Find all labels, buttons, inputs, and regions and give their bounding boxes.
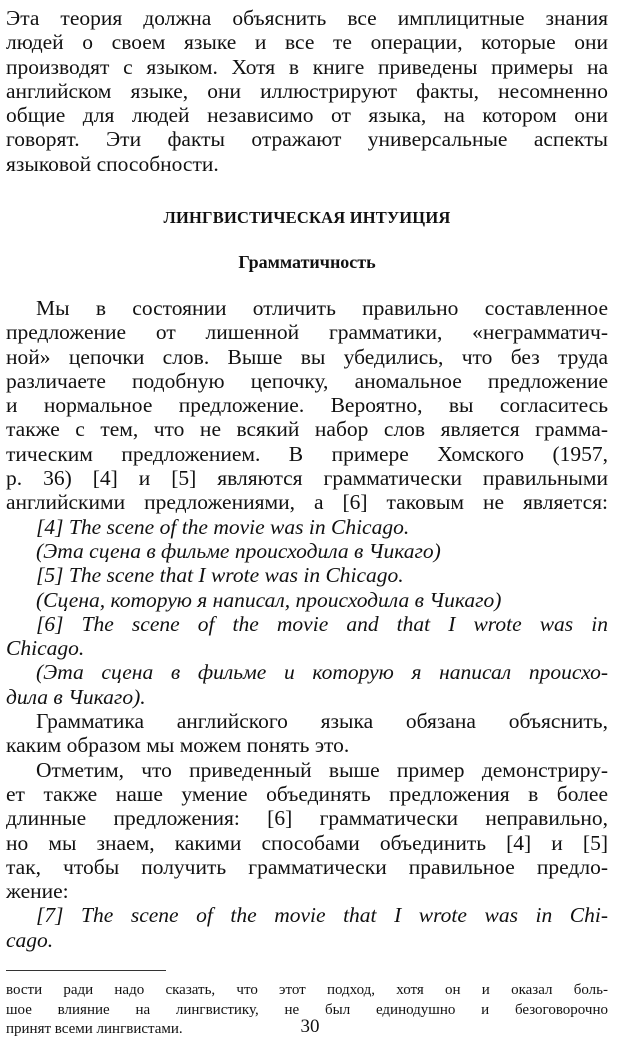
text-line: ет также наше умение объединять предложения в более bbox=[6, 781, 608, 806]
text-line: но мы знаем, какими способами объединить [4] и [5] bbox=[6, 830, 608, 855]
text-line: людей о своем языке и все те операции, которые они bbox=[6, 30, 608, 55]
text-line: Отметим, что приведенный выше пример демонстриру- bbox=[36, 757, 608, 782]
text-line: жение: bbox=[6, 879, 69, 904]
intro-paragraph bbox=[6, 6, 608, 176]
text-line: Эта теория должна объяснить все имплицитные знания bbox=[6, 6, 608, 30]
text-line: английскими предложениями, а [6] таковым не является: bbox=[6, 490, 608, 515]
text-line: различаете подобную цепочку, аномальное предложение bbox=[6, 368, 608, 393]
text-line: cago. bbox=[6, 927, 54, 952]
text-line: также с тем, что не всякий набор слов является грамма- bbox=[6, 417, 608, 442]
subsection-heading-block bbox=[6, 252, 608, 296]
text-line: (Эта сцена в фильме и которую я написал происхо- bbox=[36, 660, 608, 685]
text-line: (Сцена, которую я написал, происходила в Чикаго) bbox=[36, 587, 502, 612]
footnote-line: принят всеми лингвистами. bbox=[6, 1021, 183, 1038]
text-line: Chicago. bbox=[6, 636, 85, 661]
text-line: каким образом мы можем понять это. bbox=[6, 733, 350, 758]
text-line: так, чтобы получить грамматически правильное предло- bbox=[6, 854, 608, 879]
footnote-line: вости ради надо сказать, что этот подход, хотя он и оказал боль- bbox=[6, 982, 608, 999]
text-line: длинные предложения: [6] грамматически неправильно, bbox=[6, 806, 608, 831]
text-line: дила в Чикаго). bbox=[6, 684, 146, 709]
text-line: [7] The scene of the movie that I wrote was in Chi- bbox=[36, 903, 608, 928]
text-line: тическим предложением. В примере Хомского (1957, bbox=[6, 441, 608, 466]
text-line: Грамматика английского языка обязана объяснить, bbox=[36, 709, 608, 734]
text-line: [6] The scene of the movie and that I wrote was in bbox=[36, 611, 608, 636]
text-line: говорят. Эти факты отражают универсальные аспекты bbox=[6, 127, 608, 152]
text-line: Мы в состоянии отличить правильно составленное bbox=[36, 296, 608, 320]
section-heading-block bbox=[6, 208, 608, 252]
footnote-rule bbox=[6, 970, 166, 971]
text-line: общие для людей независимо от языка, на котором они bbox=[6, 103, 608, 128]
text-line: (Эта сцена в фильме происходила в Чикаго) bbox=[36, 538, 441, 563]
text-line: [4] The scene of the movie was in Chicago. bbox=[36, 514, 410, 539]
text-line: английском языке, они иллюстрируют факты, несомненно bbox=[6, 78, 608, 103]
text-line: и нормальное предложение. Вероятно, вы согласитесь bbox=[6, 393, 608, 418]
text-line: предложение от лишенной грамматики, «неграмматич- bbox=[6, 320, 608, 345]
text-line: р. 36) [4] и [5] являются грамматически правильными bbox=[6, 466, 608, 491]
text-line: языковой способности. bbox=[6, 151, 219, 176]
text-line: ной» цепочки слов. Выше вы убедились, что без труда bbox=[6, 344, 608, 369]
section-heading: ЛИНГВИСТИЧЕСКАЯ ИНТУИЦИЯ bbox=[163, 208, 451, 227]
subsection-heading: Грамматичность bbox=[238, 252, 376, 272]
text-line: производят с языком. Хотя в книге приведены примеры на bbox=[6, 54, 608, 79]
body-text bbox=[6, 296, 608, 952]
footnote-line: шое влияние на лингвистику, не был единодушно и безоговорочно bbox=[6, 1001, 608, 1018]
text-line: [5] The scene that I wrote was in Chicago. bbox=[36, 563, 404, 588]
page-number: 30 bbox=[300, 1016, 320, 1037]
